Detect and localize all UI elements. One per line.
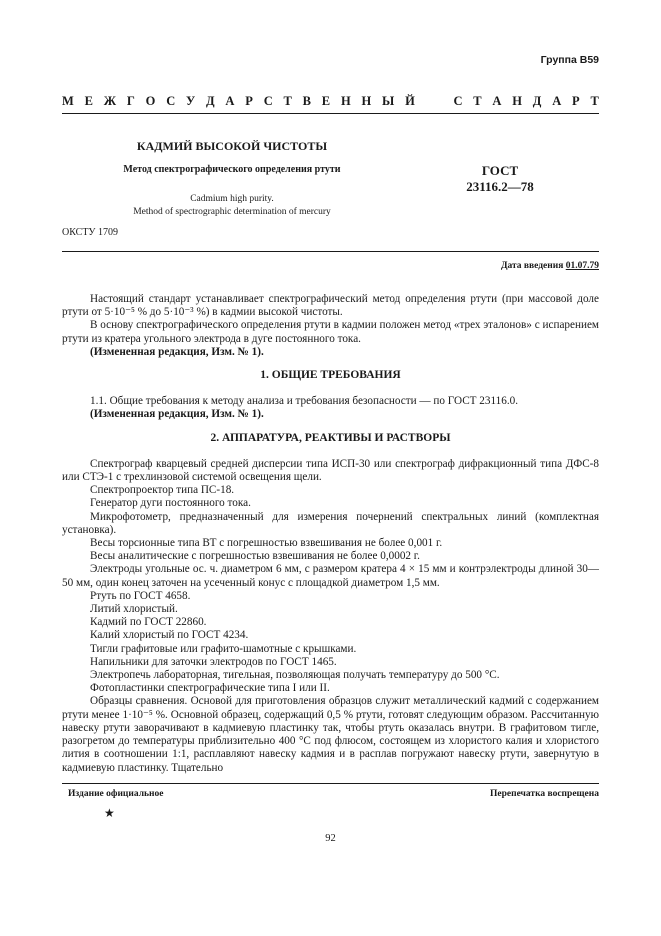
equipment-item: Литий хлористый. xyxy=(90,603,178,616)
banner-letter: А xyxy=(225,94,235,108)
banner-letter: Ы xyxy=(382,94,395,108)
banner-letter: Е xyxy=(321,94,331,108)
header-rule xyxy=(62,113,599,114)
banner-letter: Н xyxy=(512,94,522,108)
banner-letter xyxy=(440,94,443,109)
english-title-line-2: Method of spectrographic determination of mercury xyxy=(133,207,331,217)
equipment-item: Электроды угольные ос. ч. диаметром 6 мм, с размером кратера 4 × 15 мм и контрэлектроды длиной 30—50 мм, один конец заточен на усеченный конус с площадкой диаметром 1,5 мм. xyxy=(62,563,599,589)
date-value: 01.07.79 xyxy=(565,261,599,271)
gost-code: 23116.2—78 xyxy=(466,179,534,194)
equipment-item: Весы аналитические с погрешностью взвешивания не более 0,0002 г. xyxy=(90,550,420,563)
banner-letter: С xyxy=(166,94,176,108)
banner-letter: Й xyxy=(405,94,415,108)
equipment-item: Спектропроектор типа ПС-18. xyxy=(90,484,235,497)
section-heading: 2. АППАРАТУРА, РЕАКТИВЫ И РАСТВОРЫ xyxy=(210,431,451,444)
banner-letter: В xyxy=(302,94,311,108)
equipment-item: Калий хлористый по ГОСТ 4234. xyxy=(90,629,249,642)
title-rule xyxy=(62,251,599,252)
equipment-item: Кадмий по ГОСТ 22860. xyxy=(90,616,207,629)
effective-date xyxy=(501,261,599,271)
official-edition-note: Издание официальное xyxy=(68,789,164,799)
banner-letter: Г xyxy=(126,94,135,108)
english-title xyxy=(100,193,364,219)
group-code: Группа В59 xyxy=(540,54,599,66)
oksty-code: ОКСТУ 1709 xyxy=(62,227,119,238)
date-label: Дата введения xyxy=(500,261,564,271)
document-title: КАДМИЙ ВЫСОКОЙ ЧИСТОТЫ xyxy=(136,139,328,153)
equipment-item: Напильники для заточки электродов по ГОСТ 1465. xyxy=(90,655,337,668)
document-body xyxy=(62,293,599,775)
intro-paragraph: В основу спектрографического определения ртути в кадмии положен метод «трех эталонов» с испарением ртути из кратера угольного электрода в дуге постоянного тока. xyxy=(62,319,599,345)
english-title-line-1: Cadmium high purity. xyxy=(190,194,274,204)
star-mark: ★ xyxy=(104,806,115,820)
banner-letter: Т xyxy=(590,94,599,108)
banner-letter: О xyxy=(145,94,156,108)
banner-letter: С xyxy=(263,94,273,108)
banner-letter: Р xyxy=(572,94,580,108)
equipment-item: Тигли графитовые или графито-шамотные с крышками. xyxy=(90,642,357,655)
section-paragraph: 1.1. Общие требования к методу анализа и требования безопасности — по ГОСТ 23116.0. xyxy=(90,395,519,408)
section-heading: 1. ОБЩИЕ ТРЕБОВАНИЯ xyxy=(260,369,401,382)
reprint-prohibited-note: Перепечатка воспрещена xyxy=(489,789,599,799)
banner-letter: Н xyxy=(361,94,372,108)
equipment-item: Микрофотометр, предназначенный для измерения почернений спектральных линий (комплектная установка). xyxy=(62,510,599,536)
equipment-item: Генератор дуги постоянного тока. xyxy=(90,497,251,510)
intro-paragraph: Настоящий стандарт устанавливает спектрографический метод определения ртути (при массовой доле ртути от 5·10⁻⁵ % до 5·10⁻³ %) в кадмии высокой чистоты. xyxy=(62,293,599,319)
document-subtitle: Метод спектрографического определения ртути xyxy=(123,164,341,175)
page-number: 92 xyxy=(325,833,336,844)
banner-letter: С xyxy=(453,94,463,108)
banner-letter: Е xyxy=(84,94,93,108)
banner-letter xyxy=(426,94,429,109)
amendment-note: (Измененная редакция, Изм. № 1). xyxy=(90,408,264,421)
banner-letter: У xyxy=(186,94,196,108)
gost-label: ГОСТ xyxy=(481,163,519,178)
banner-letter: А xyxy=(492,94,502,108)
gost-number xyxy=(440,163,560,195)
banner-letter: Т xyxy=(283,94,292,108)
banner-letter: М xyxy=(62,94,74,108)
banner-letter: Н xyxy=(340,94,351,108)
standard-banner xyxy=(62,94,599,109)
equipment-item: Электропечь лабораторная, тигельная, позволяющая получать температуру до 500 °С. xyxy=(90,669,500,682)
banner-letter: Д xyxy=(532,94,542,108)
equipment-list xyxy=(62,458,599,775)
equipment-item: Образцы сравнения. Основой для приготовления образцов служит металлический кадмий с содержанием ртути менее 1·10⁻⁵ %. Основной образец, содержащий 0,5 % ртути, готовят следующим образом. Рассчитанную навеску ртути заворачивают в кадмиевую пластинку так, чтобы ртуть оказалась внутри. В графитовом тигле, разогретом до температуры приблизительно 400 °С под флюсом, состоящем из хлористого калия и хлористого лития в соотношении 1:1, расплавляют навеску кадмия и в расплав погружают навеску ртути, завернутую в кадмиевую пластинку. Тщательно xyxy=(62,695,599,774)
equipment-item: Фотопластинки спектрографические типа I или II. xyxy=(90,682,330,695)
equipment-item: Спектрограф кварцевый средней дисперсии типа ИСП-30 или спектрограф дифракционный типа ДФС-8 или СТЭ-1 с трехлинзовой системой освещения щели. xyxy=(62,457,599,484)
footer-rule xyxy=(62,783,599,784)
banner-letter: Д xyxy=(206,94,215,108)
equipment-item: Весы торсионные типа ВТ с погрешностью взвешивания не более 0,001 г. xyxy=(90,537,443,550)
amendment-note: (Измененная редакция, Изм. № 1). xyxy=(90,345,264,358)
equipment-item: Ртуть по ГОСТ 4658. xyxy=(90,589,191,602)
banner-letter: А xyxy=(552,94,562,108)
banner-letter: Р xyxy=(245,94,253,108)
banner-letter: Т xyxy=(473,94,482,108)
banner-letter: Ж xyxy=(103,94,117,108)
